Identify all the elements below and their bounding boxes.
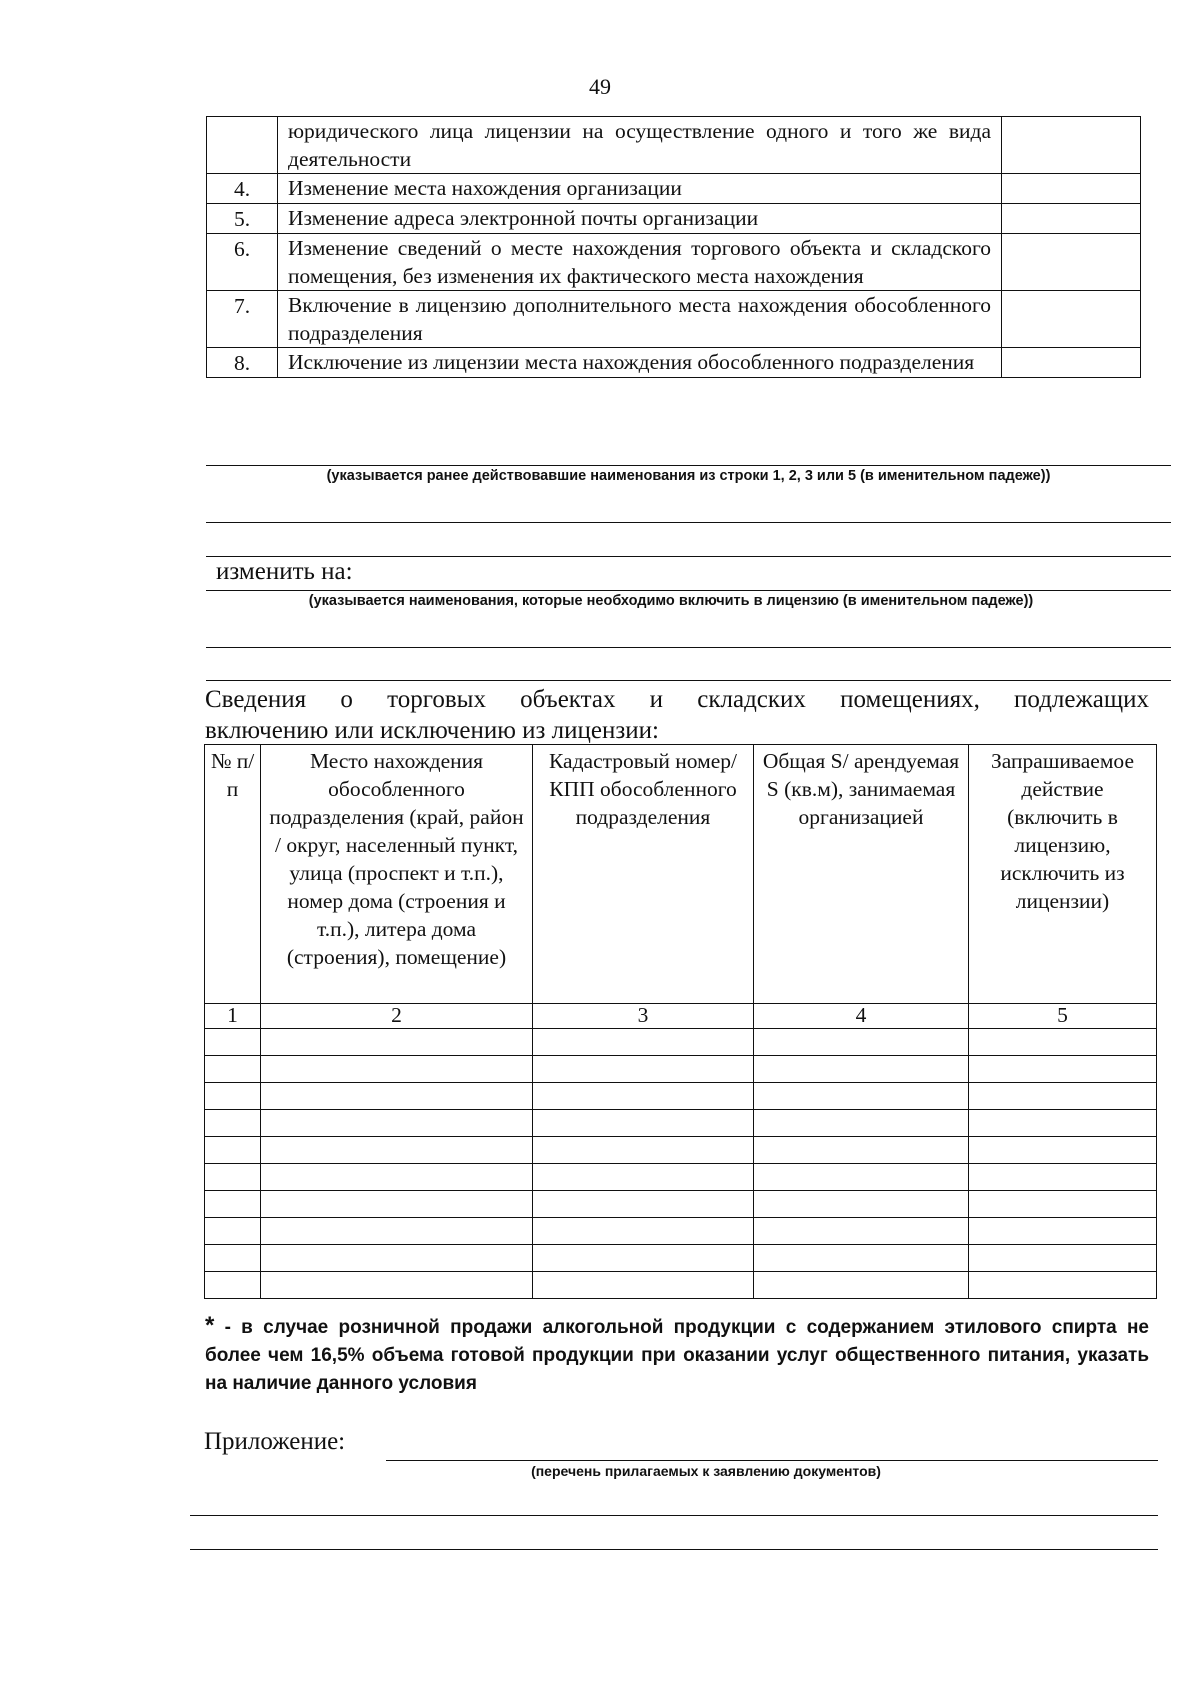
header-cadastral: Кадастровый номер/КПП обособленного подразделения <box>533 745 754 1004</box>
table-row <box>205 1029 1157 1056</box>
table-cell[interactable] <box>533 1164 754 1191</box>
table-cell[interactable] <box>261 1164 533 1191</box>
table-cell[interactable] <box>261 1218 533 1245</box>
table-cell[interactable] <box>533 1137 754 1164</box>
table-row <box>207 348 1141 378</box>
change-to-label: изменить на: <box>216 558 353 585</box>
header-number: № п/п <box>205 745 261 1004</box>
table-cell[interactable] <box>533 1083 754 1110</box>
table-cell[interactable] <box>205 1218 261 1245</box>
table-cell[interactable] <box>754 1164 969 1191</box>
table-cell[interactable] <box>533 1056 754 1083</box>
table-cell[interactable] <box>205 1029 261 1056</box>
column-number: 5 <box>969 1004 1157 1029</box>
table-cell[interactable] <box>969 1056 1157 1083</box>
section-title <box>205 684 1149 746</box>
objects-table <box>204 744 1157 1299</box>
table-cell[interactable] <box>969 1272 1157 1299</box>
row-number <box>207 117 278 174</box>
blank-line[interactable] <box>190 1549 1158 1550</box>
new-names-caption: (указывается наименования, которые необходимо включить в лицензию (в именительном падеже)) <box>308 593 1034 609</box>
row-number: 4. <box>207 174 278 204</box>
changes-table <box>206 116 1141 378</box>
table-cell[interactable] <box>261 1137 533 1164</box>
row-number: 6. <box>207 234 278 291</box>
table-cell[interactable] <box>754 1056 969 1083</box>
table-row <box>205 1245 1157 1272</box>
previous-names-line[interactable] <box>206 465 1171 466</box>
table-cell[interactable] <box>754 1218 969 1245</box>
blank-line[interactable] <box>206 556 1171 557</box>
footnote <box>205 1312 1149 1398</box>
table-cell[interactable] <box>533 1029 754 1056</box>
header-action: Запрашиваемое действие (включить в лицензию, исключить из лицензии) <box>969 745 1157 1004</box>
column-number-row <box>205 1004 1157 1029</box>
table-cell[interactable] <box>261 1110 533 1137</box>
table-cell[interactable] <box>969 1245 1157 1272</box>
section-title-line: Сведения о торговых объектах и складских помещениях, подлежащих <box>205 686 1149 713</box>
row-text: юридического лица лицензии на осуществление одного и того же вида деятельности <box>278 117 1002 174</box>
column-number: 4 <box>754 1004 969 1029</box>
table-header-row <box>205 745 1157 1004</box>
table-cell[interactable] <box>754 1029 969 1056</box>
row-text: Изменение места нахождения организации <box>278 174 1002 204</box>
previous-names-caption: (указывается ранее действовавшие наименования из строки 1, 2, 3 или 5 (в именительном падеже)) <box>326 468 1051 484</box>
table-cell[interactable] <box>533 1272 754 1299</box>
table-cell[interactable] <box>969 1164 1157 1191</box>
table-cell[interactable] <box>205 1110 261 1137</box>
row-text: Изменение сведений о месте нахождения торгового объекта и складского помещения, без изменения их фактического места нахождения <box>278 234 1002 291</box>
table-cell[interactable] <box>261 1056 533 1083</box>
column-number: 2 <box>261 1004 533 1029</box>
table-cell[interactable] <box>205 1245 261 1272</box>
table-cell[interactable] <box>261 1083 533 1110</box>
table-cell[interactable] <box>754 1245 969 1272</box>
row-text: Включение в лицензию дополнительного места нахождения обособленного подразделения <box>278 291 1002 348</box>
table-cell[interactable] <box>261 1029 533 1056</box>
row-number: 7. <box>207 291 278 348</box>
table-cell[interactable] <box>969 1191 1157 1218</box>
table-cell[interactable] <box>754 1137 969 1164</box>
table-row <box>205 1218 1157 1245</box>
row-mark-cell[interactable] <box>1002 204 1141 234</box>
page-number: 49 <box>589 74 611 99</box>
table-cell[interactable] <box>261 1245 533 1272</box>
table-cell[interactable] <box>533 1191 754 1218</box>
table-row <box>205 1083 1157 1110</box>
table-cell[interactable] <box>969 1218 1157 1245</box>
row-mark-cell[interactable] <box>1002 234 1141 291</box>
row-mark-cell[interactable] <box>1002 291 1141 348</box>
row-text: Изменение адреса электронной почты организации <box>278 204 1002 234</box>
table-cell[interactable] <box>205 1272 261 1299</box>
table-cell[interactable] <box>533 1245 754 1272</box>
table-cell[interactable] <box>754 1110 969 1137</box>
table-cell[interactable] <box>969 1083 1157 1110</box>
blank-line[interactable] <box>190 1515 1158 1516</box>
table-row <box>207 234 1141 291</box>
table-cell[interactable] <box>533 1110 754 1137</box>
blank-line[interactable] <box>206 680 1171 681</box>
row-mark-cell[interactable] <box>1002 174 1141 204</box>
table-row <box>205 1164 1157 1191</box>
table-row <box>205 1056 1157 1083</box>
row-mark-cell[interactable] <box>1002 117 1141 174</box>
table-row <box>207 117 1141 174</box>
table-cell[interactable] <box>754 1191 969 1218</box>
row-number: 5. <box>207 204 278 234</box>
table-cell[interactable] <box>205 1056 261 1083</box>
table-cell[interactable] <box>969 1110 1157 1137</box>
footnote-text: - в случае розничной продажи алкогольной продукции с содержанием этилового спирта не более чем 16,5% объема готовой продукции при оказании услуг общественного питания, указать на наличие данного условия <box>205 1317 1149 1394</box>
footnote-star: * <box>205 1312 215 1339</box>
header-location: Место нахождения обособленного подразделения (край, район / округ, населенный пункт, улица (проспект и т.п.), номер дома (строения и т.п.), литера дома (строения), помещение) <box>261 745 533 1004</box>
row-text: Исключение из лицензии места нахождения обособленного подразделения <box>278 348 1002 378</box>
table-cell[interactable] <box>205 1164 261 1191</box>
row-number: 8. <box>207 348 278 378</box>
table-cell[interactable] <box>754 1272 969 1299</box>
header-area: Общая S/ арендуемая S (кв.м), занимаемая организацией <box>754 745 969 1004</box>
table-cell[interactable] <box>969 1029 1157 1056</box>
column-number: 3 <box>533 1004 754 1029</box>
blank-line[interactable] <box>206 522 1171 523</box>
row-mark-cell[interactable] <box>1002 348 1141 378</box>
table-cell[interactable] <box>754 1083 969 1110</box>
table-row <box>207 291 1141 348</box>
new-names-line[interactable] <box>206 590 1171 591</box>
table-row <box>205 1110 1157 1137</box>
table-row <box>207 204 1141 234</box>
blank-line[interactable] <box>206 647 1171 648</box>
table-cell[interactable] <box>261 1272 533 1299</box>
column-number: 1 <box>205 1004 261 1029</box>
table-row <box>207 174 1141 204</box>
table-cell[interactable] <box>205 1083 261 1110</box>
table-cell[interactable] <box>969 1137 1157 1164</box>
table-row <box>205 1272 1157 1299</box>
attachment-label: Приложение: <box>204 1428 346 1455</box>
attachment-line[interactable] <box>386 1460 1158 1461</box>
section-title-line: включению или исключению из лицензии: <box>205 717 659 744</box>
attachment-caption: (перечень прилагаемых к заявлению документов) <box>531 1463 881 1479</box>
table-row <box>205 1137 1157 1164</box>
table-row <box>205 1191 1157 1218</box>
table-cell[interactable] <box>205 1191 261 1218</box>
table-cell[interactable] <box>533 1218 754 1245</box>
table-cell[interactable] <box>205 1137 261 1164</box>
table-cell[interactable] <box>261 1191 533 1218</box>
